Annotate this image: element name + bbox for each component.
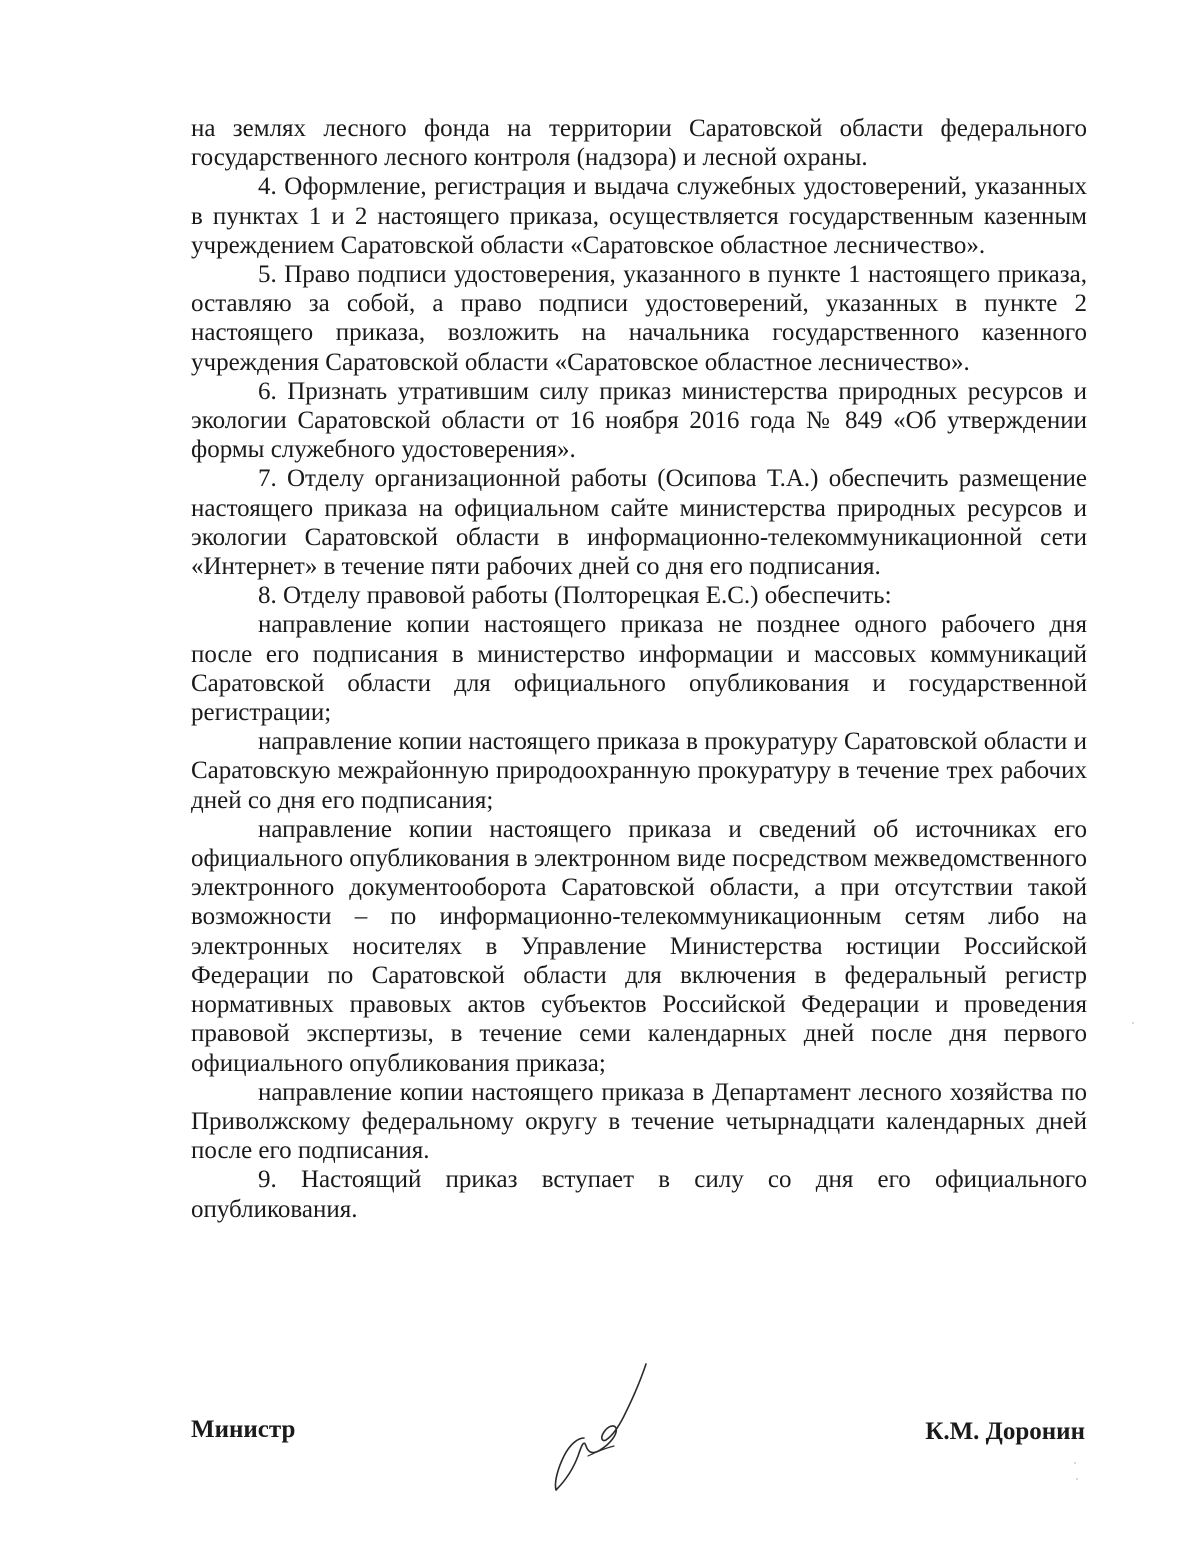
paragraph-item-7: 7. Отделу организационной работы (Осипова Т.А.) обеспечить размещение настоящего приказа на официальном сайте министерства природных ресурсов и экологии Саратовской области в информационно-телекоммуникационной сети «Интернет» в течение пяти рабочих дней со дня его подписания. (191, 465, 1087, 581)
scan-speck (1076, 1478, 1078, 1480)
paragraph-item-8-sub-3: направление копии настоящего приказа и сведений об источниках его официального опубликования в электронном виде посредством межведомственного электронного документооборота Саратовской области, а при отсутствии такой возможности – по информационно-телекоммуникационным сетям либо на электронных носителях в Управление Министерства юстиции Российской Федерации по Саратовской области для включения в федеральный регистр нормативных правовых актов субъектов Российской Федерации и проведения правовой экспертизы, в течение семи календарных дней после дня первого официального опубликования приказа; (191, 815, 1087, 1077)
scan-speck (1132, 1022, 1134, 1024)
paragraph-item-8-sub-4: направление копии настоящего приказа в Департамент лесного хозяйства по Приволжскому федеральному округу в течение четырнадцати календарных дней после его подписания. (191, 1078, 1087, 1165)
paragraph-item-5: 5. Право подписи удостоверения, указанного в пункте 1 настоящего приказа, оставляю за собой, а право подписи удостоверений, указанных в пункте 2 настоящего приказа, возложить на начальника государственного казенного учреждения Саратовской области «Саратовское областное лесничество». (191, 261, 1087, 376)
signatory-name: К.М. Доронин (925, 1418, 1085, 1445)
paragraph-item-8-sub-1: направление копии настоящего приказа не позднее одного рабочего дня после его подписания в министерство информации и массовых коммуникаций Саратовской области для официального опубликования и государственной регистрации; (191, 611, 1087, 727)
paragraph-item-9: 9. Настоящий приказ вступает в силу со дня его официального опубликования. (191, 1166, 1087, 1223)
document-body (191, 114, 1087, 1224)
paragraph-item-6: 6. Признать утратившим силу приказ министерства природных ресурсов и экологии Саратовской области от 16 ноября 2016 года № 849 «Об утверждении формы служебного удостоверения». (191, 377, 1087, 464)
paragraph-item-8: 8. Отделу правовой работы (Полторецкая Е.С.) обеспечить: (258, 582, 892, 610)
paragraph-item-4: 4. Оформление, регистрация и выдача служебных удостоверений, указанных в пунктах 1 и 2 настоящего приказа, осуществляется государственным казенным учреждением Саратовской области «Саратовское областное лесничество». (191, 173, 1087, 259)
paragraph-continuation: на землях лесного фонда на территории Саратовской области федерального государственного лесного контроля (надзора) и лесной охраны. (191, 115, 1087, 172)
scan-speck (1074, 1462, 1076, 1464)
signature-block (191, 1416, 1087, 1456)
paragraph-item-8-sub-2: направление копии настоящего приказа в прокуратуру Саратовской области и Саратовскую межрайонную природоохранную прокуратуру в течение трех рабочих дней со дня его подписания; (191, 728, 1087, 814)
signatory-title: Министр (191, 1416, 296, 1443)
